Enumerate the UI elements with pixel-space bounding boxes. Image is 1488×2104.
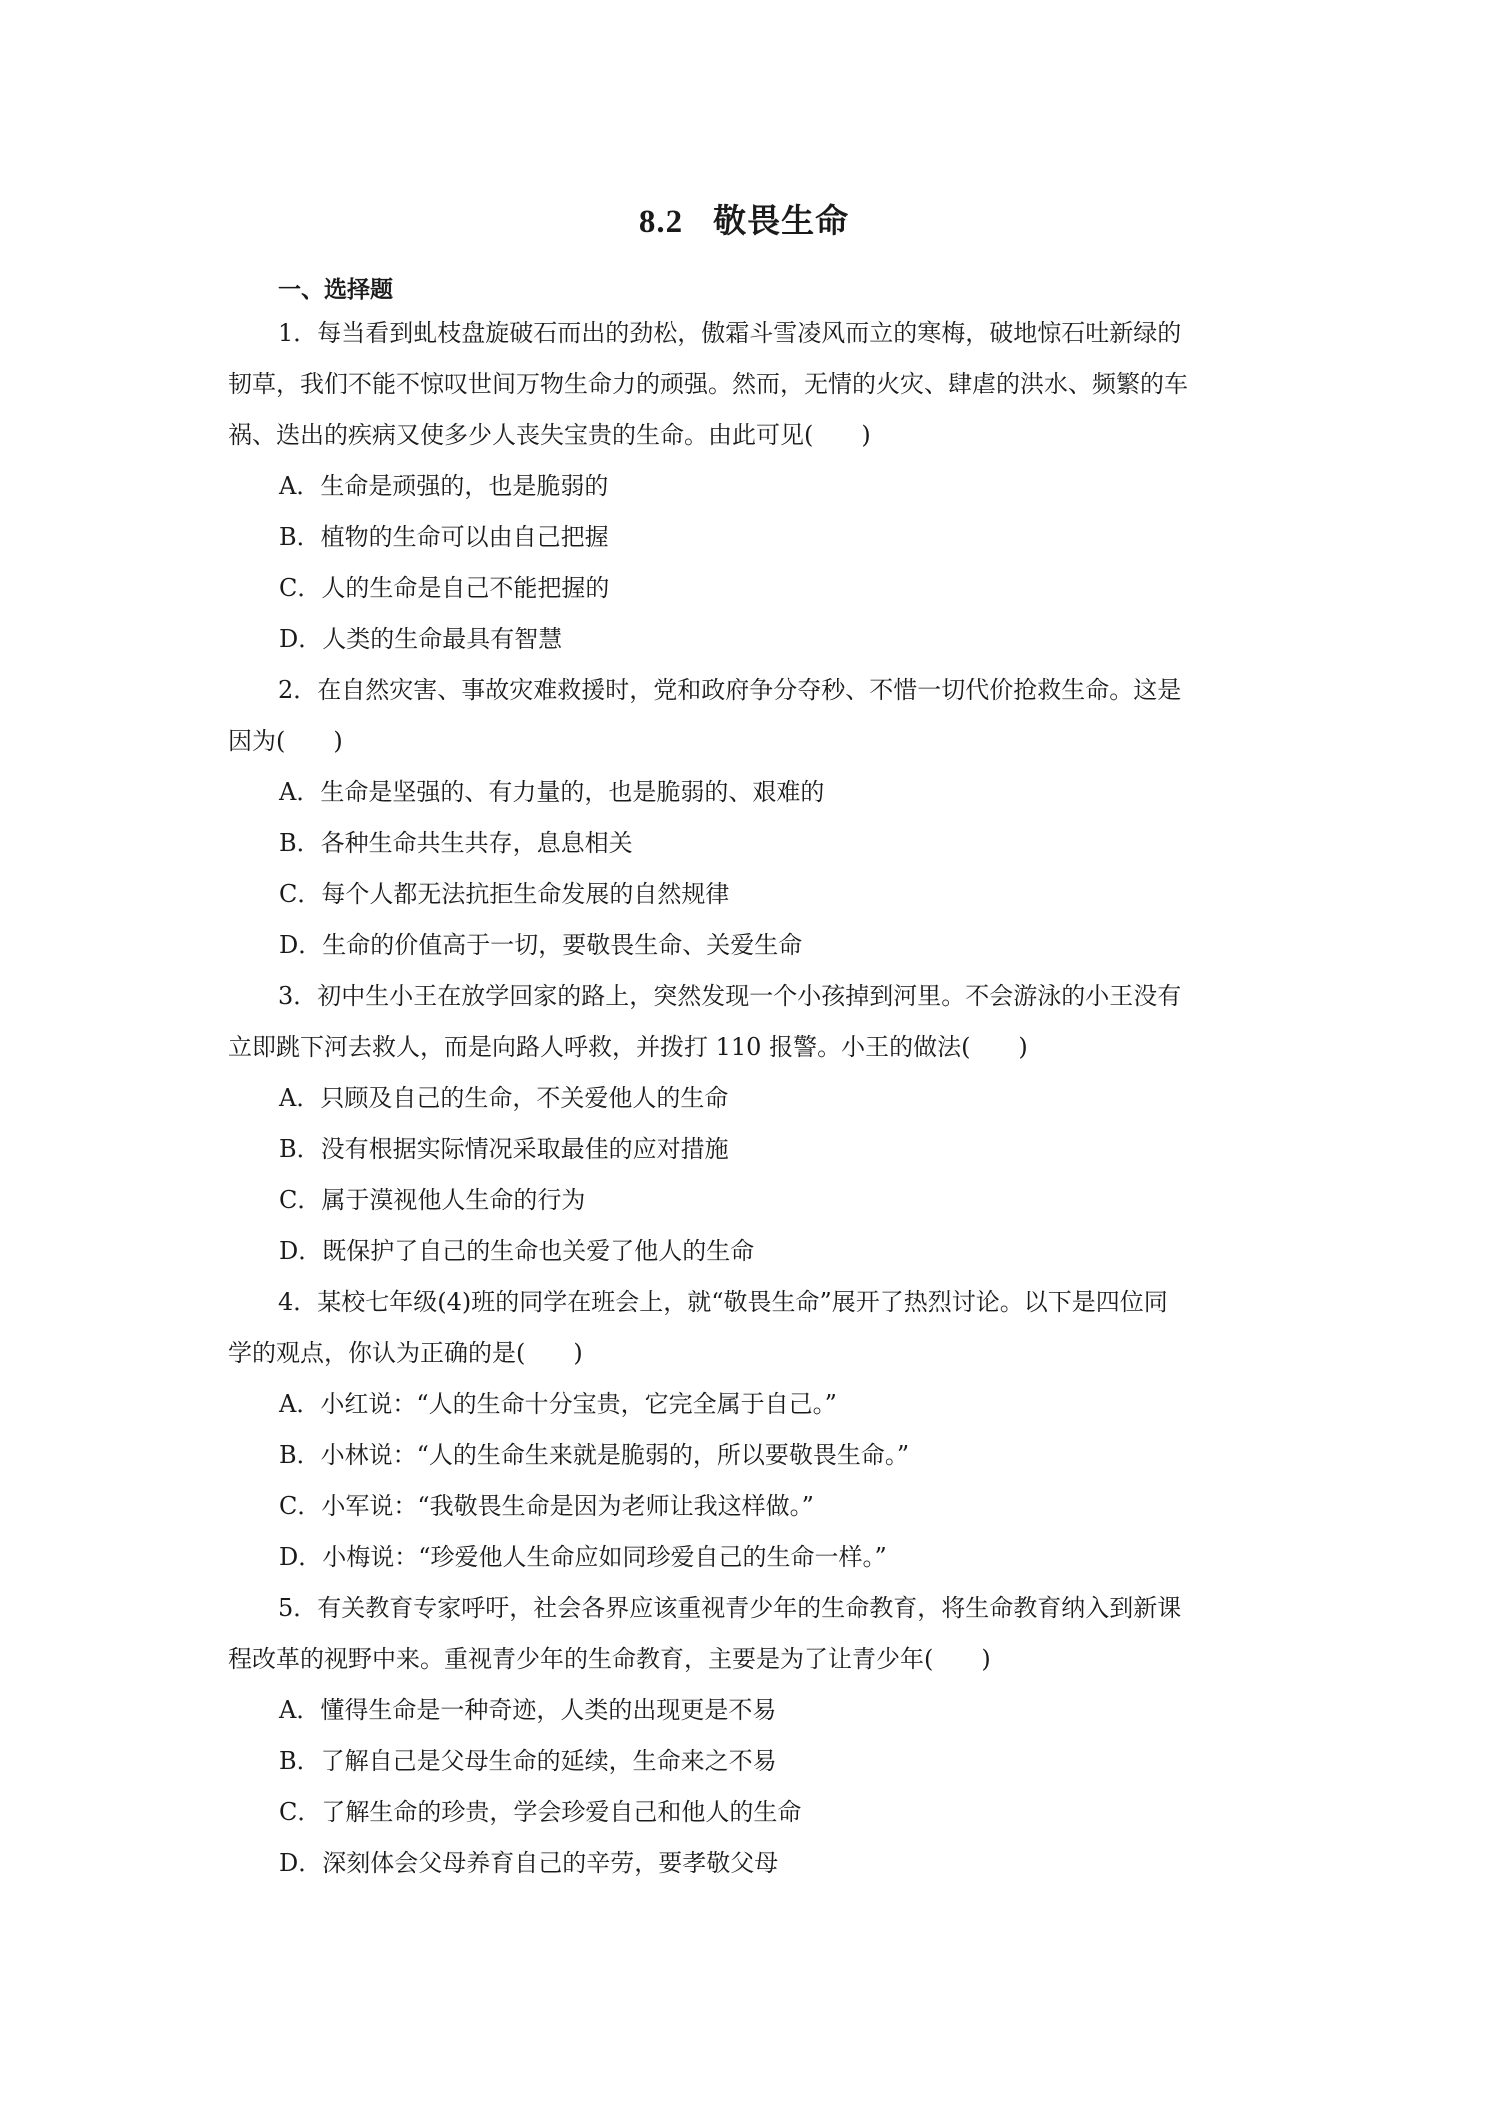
question-stem-line: 立即跳下河去救人，而是向路人呼救，并拨打 110 报警。小王的做法( ) [228,1033,1028,1061]
question-stem-line: 1．每当看到虬枝盘旋破石而出的劲松，傲霜斗雪凌风而立的寒梅，破地惊石吐新绿的 [278,319,1182,347]
option-d: D．人类的生命最具有智慧 [279,625,563,653]
option-a: A．懂得生命是一种奇迹，人类的出现更是不易 [279,1696,777,1724]
option-b: B．小林说：“人的生命生来就是脆弱的，所以要敬畏生命。” [279,1441,910,1469]
page-title [0,196,1488,247]
option-a: A．小红说：“人的生命十分宝贵，它完全属于自己。” [279,1390,837,1418]
option-b: B．没有根据实际情况采取最佳的应对措施 [279,1135,729,1163]
option-c: C．属于漠视他人生命的行为 [279,1186,586,1214]
question-stem-line: 学的观点，你认为正确的是( ) [228,1339,583,1367]
title-number: 8.2 [638,204,684,240]
question-stem-line: 5．有关教育专家呼吁，社会各界应该重视青少年的生命教育，将生命教育纳入到新课 [278,1594,1182,1622]
question-stem-line: 2．在自然灾害、事故灾难救援时，党和政府争分夺秒、不惜一切代价抢救生命。这是 [278,676,1182,704]
option-c: C．每个人都无法抗拒生命发展的自然规律 [279,880,730,908]
option-c: C．小军说：“我敬畏生命是因为老师让我这样做。” [279,1492,814,1520]
option-d: D．生命的价值高于一切，要敬畏生命、关爱生命 [279,931,803,959]
question-stem-line: 因为( ) [228,727,343,755]
question-stem-line: 3．初中生小王在放学回家的路上，突然发现一个小孩掉到河里。不会游泳的小王没有 [278,982,1182,1010]
option-a: A．生命是坚强的、有力量的，也是脆弱的、艰难的 [279,778,825,806]
question-stem-line: 韧草，我们不能不惊叹世间万物生命力的顽强。然而，无情的火灾、肆虐的洪水、频繁的车 [228,370,1188,398]
option-d: D．小梅说：“珍爱他人生命应如同珍爱自己的生命一样。” [279,1543,887,1571]
option-d: D．既保护了自己的生命也关爱了他人的生命 [279,1237,755,1265]
option-a: A．生命是顽强的，也是脆弱的 [279,472,609,500]
option-a: A．只顾及自己的生命，不关爱他人的生命 [279,1084,729,1112]
option-b: B．各种生命共生共存，息息相关 [279,829,633,857]
option-b: B．植物的生命可以由自己把握 [279,523,609,551]
question-stem-line: 4．某校七年级(4)班的同学在班会上，就“敬畏生命”展开了热烈讨论。以下是四位同 [278,1288,1168,1316]
option-c: C．人的生命是自己不能把握的 [279,574,610,602]
title-text: 敬畏生命 [713,201,850,240]
question-stem-line: 程改革的视野中来。重视青少年的生命教育，主要是为了让青少年( ) [228,1645,991,1673]
option-d: D．深刻体会父母养育自己的辛劳，要孝敬父母 [279,1849,779,1877]
question-stem-line: 祸、迭出的疾病又使多少人丧失宝贵的生命。由此可见( ) [228,421,871,449]
option-c: C．了解生命的珍贵，学会珍爱自己和他人的生命 [279,1798,802,1826]
option-b: B．了解自己是父母生命的延续，生命来之不易 [279,1747,777,1775]
section-heading: 一、选择题 [278,276,393,303]
